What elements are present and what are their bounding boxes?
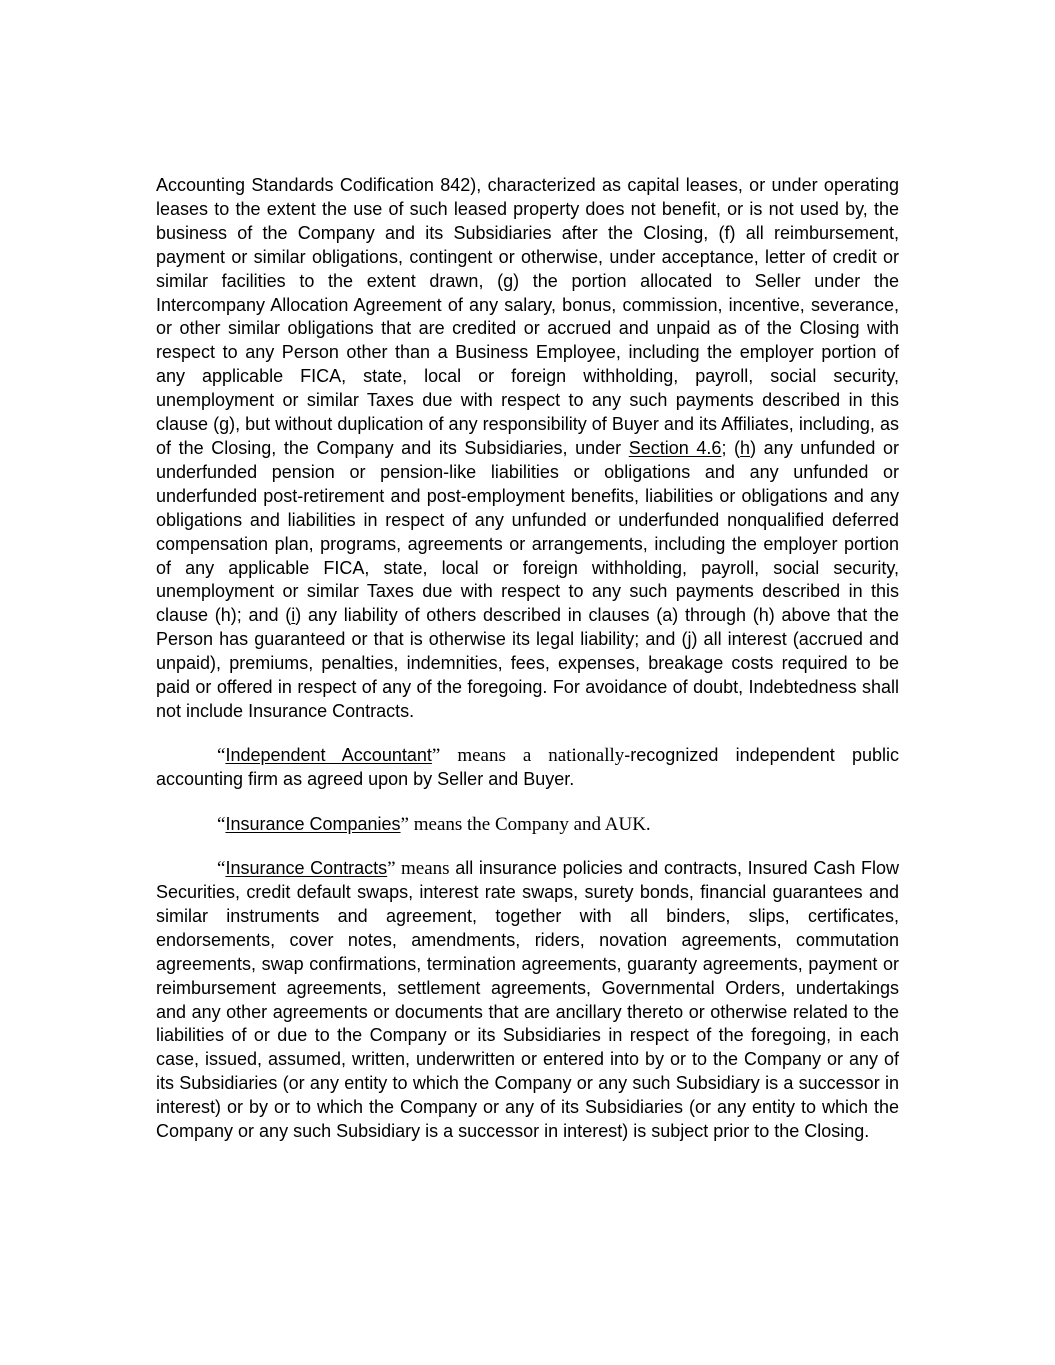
clause-j-label: j (687, 629, 692, 650)
close-quote: ” (431, 745, 441, 767)
para4-text: all insurance policies and contracts, Insured Cash Flow Securities, credit default swaps, interest rate swaps, surety bonds, financial guarantees and similar instruments and agreement, together with all binders, slips, certificates, endorsements, cover notes, amendments, riders, novation agreements, commutation agreements, swap confirmations, termination agreements, guaranty agreements, payment or reimbursement agreements, settlement agreements, Governmental Orders, undertakings and any other agreements or documents that are ancillary thereto or otherwise related to the liabilities of or due to the Company or its Subsidiaries in respect of the foregoing, in each case, issued, assumed, written, underwritten or entered into by or to the Company or any of its Subsidiaries (or any entity to which the Company or any such Subsidiary is a successor in interest) or by or to which the Company or any of its Subsidiaries (or any entity to which the Company or any such Subsidiary is a successor in interest) is subject prior to the Closing. (156, 858, 900, 1142)
clause-h-label: h (740, 437, 751, 458)
para2-text: -recognized independent public accounting firm as agreed upon by Seller and Buyer. (156, 745, 899, 790)
section-4-6-reference[interactable]: Section 4.6 (628, 437, 722, 458)
para1-text-2: ) the portion allocated to Seller under the Intercompany Allocation Agreement of any salary, bonus, commission, incentive, severance, or other similar obligations that are credited or accrued and unpaid as of the Closing with respect to any Person other than a Business Employee, including the employer portion of any applicable FICA, state, local or foreign withholding, payroll, social security, unemployment or similar Taxes due with respect to any such payments described in this clause (g), but without duplication of any responsibility of Buyer and its Affiliates, including, as of the Closing, the Company and its Subsidiaries, under (156, 270, 899, 458)
open-quote: “ (217, 745, 226, 767)
indebtedness-definition-continuation (156, 174, 899, 724)
para1-text-6: ) all interest (accrued and unpaid), premiums, penalties, indemnities, fees, expenses, breakage costs required to be paid or offered in respect of any of the foregoing. For avoidance of doubt, Indebtedness shall not include Insurance Contracts. (156, 629, 899, 721)
defined-term-independent-accountant: Independent Accountant (225, 745, 432, 766)
para2-means: means a nationally (440, 745, 625, 767)
insurance-contracts-definition (156, 857, 899, 1144)
clause-i-label: i (291, 605, 296, 626)
clause-g-label: g (503, 270, 514, 291)
para1-text-4: ) any unfunded or underfunded pension or pension-like liabilities or obligations and any unfunded or underfunded post-retirement and post-employment benefits, liabilities or obligations and any obligations and liabilities in respect of any unfunded or underfunded nonqualified deferred compensation plan, programs, agreements or arrangements, including the employer portion of any applicable FICA, state, local or foreign withholding, payroll, social security, unemployment or similar Taxes due with respect to any such payments described in this clause (h); and ( (156, 437, 899, 626)
para1-text-5: ) any liability of others described in clauses (a) through (h) above that the Person has guaranteed or that is otherwise its legal liability; and ( (156, 605, 900, 650)
insurance-companies-definition (156, 813, 899, 837)
defined-term-insurance-companies: Insurance Companies (225, 813, 401, 834)
independent-accountant-definition (156, 744, 899, 792)
para3-text: ” means the Company and AUK. (400, 813, 651, 835)
close-quote: ” (387, 858, 396, 880)
para1-text-3: ; ( (721, 437, 741, 458)
defined-term-insurance-contracts: Insurance Contracts (225, 858, 388, 879)
open-quote: “ (217, 858, 226, 880)
para4-means: means (395, 858, 450, 880)
para1-text-1: Accounting Standards Codification 842), characterized as capital leases, or under operating leases to the extent the use of such leased property does not benefit, or is not used by, the business of the Company and its Subsidiaries after the Closing, (f) all reimbursement, payment or similar obligations, contingent or otherwise, under acceptance, letter of credit or similar facilities to the extent drawn, ( (156, 175, 899, 291)
open-quote: “ (217, 813, 226, 835)
document-page (156, 174, 899, 1144)
